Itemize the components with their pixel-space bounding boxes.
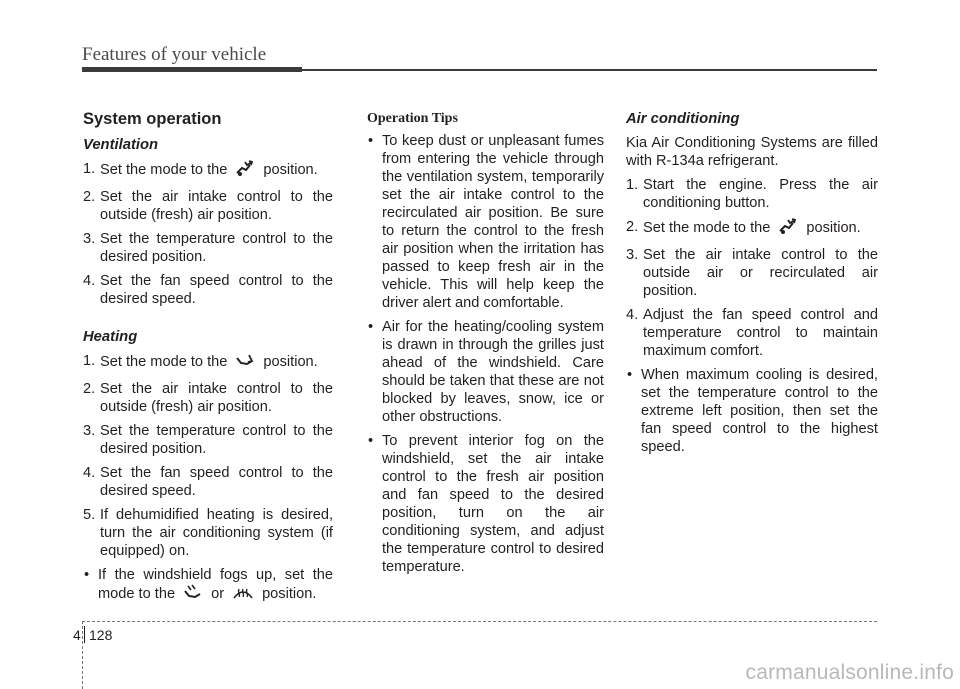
- floor-defrost-mode-icon: [183, 584, 203, 606]
- windshield-defrost-icon: [232, 584, 254, 606]
- list-item: 3. Set the air intake control to the outside air or recirculated air position.: [626, 247, 878, 299]
- list-item: 5. If dehumidified heating is desired, turn the air conditioning system (if equipped) on.: [83, 507, 333, 559]
- bullet-item: • To keep dust or unpleasant fumes from entering the vehicle through the ventilation system, temporarily set the air intake control to the recirculated air position. Be sure to return the control to the fresh air position when the irritation has passed to keep fresh air in the vehicle. This will help keep the driver alert and comfortable.: [368, 133, 604, 311]
- section-heading: System operation: [83, 110, 222, 128]
- face-vent-mode-icon: [235, 160, 255, 182]
- footer-rule: [82, 621, 877, 622]
- column-middle: [367, 110, 604, 582]
- list-item: 2. Set the air intake control to the outside (fresh) air position.: [83, 381, 333, 415]
- column-left: [83, 110, 333, 612]
- bullet-item: • To prevent interior fog on the windshield, set the air intake control to the fresh air position and fan speed to the desired position, turn on the air conditioning system, and adjust the temperature control to desired temperature.: [368, 433, 604, 575]
- bullet-item: • Air for the heating/cooling system is drawn in through the grilles just ahead of the windshield. Care should be taken that these are not blocked by leaves, snow, ice or other obstructions.: [368, 319, 604, 425]
- list-item: 3. Set the temperature control to the desired position.: [83, 423, 333, 457]
- list-item: 2. Set the mode to the position.: [626, 218, 878, 240]
- page-number: 128: [89, 627, 113, 643]
- list-item: 1. Start the engine. Press the air conditioning button.: [626, 177, 878, 211]
- list-item: 4. Adjust the fan speed control and temperature control to maintain maximum comfort.: [626, 307, 878, 359]
- column-right: [626, 110, 878, 462]
- list-item: 4. Set the fan speed control to the desired speed.: [83, 465, 333, 499]
- bullet-item: • If the windshield fogs up, set the mode to the or position.: [83, 566, 333, 606]
- list-item: 1. Set the mode to the position.: [83, 160, 333, 182]
- bullet-item: • When maximum cooling is desired, set the temperature control to the extreme left position, then set the fan speed control to the highest speed.: [627, 367, 878, 455]
- list-item: 2. Set the air intake control to the outside (fresh) air position.: [83, 189, 333, 223]
- list-item: 1. Set the mode to the position.: [83, 352, 333, 374]
- footer-margin-line: [82, 621, 83, 689]
- operation-tips-heading: Operation Tips: [367, 111, 458, 126]
- header-rule: [302, 69, 877, 71]
- intro-paragraph: Kia Air Conditioning Systems are filled with R-134a refrigerant.: [626, 135, 878, 169]
- air-conditioning-heading: Air conditioning: [626, 111, 740, 127]
- chapter-number: 4: [73, 627, 81, 643]
- list-item: 3. Set the temperature control to the desired position.: [83, 231, 333, 265]
- floor-mode-icon: [235, 352, 255, 374]
- ventilation-heading: Ventilation: [83, 137, 159, 153]
- page-separator: [84, 626, 85, 643]
- heating-heading: Heating: [83, 329, 138, 345]
- header-bar: [82, 67, 302, 72]
- watermark: carmanualsonline.info: [745, 661, 954, 684]
- header-title: Features of your vehicle: [82, 44, 267, 65]
- list-item: 4. Set the fan speed control to the desired speed.: [83, 273, 333, 307]
- face-vent-mode-icon: [778, 218, 798, 240]
